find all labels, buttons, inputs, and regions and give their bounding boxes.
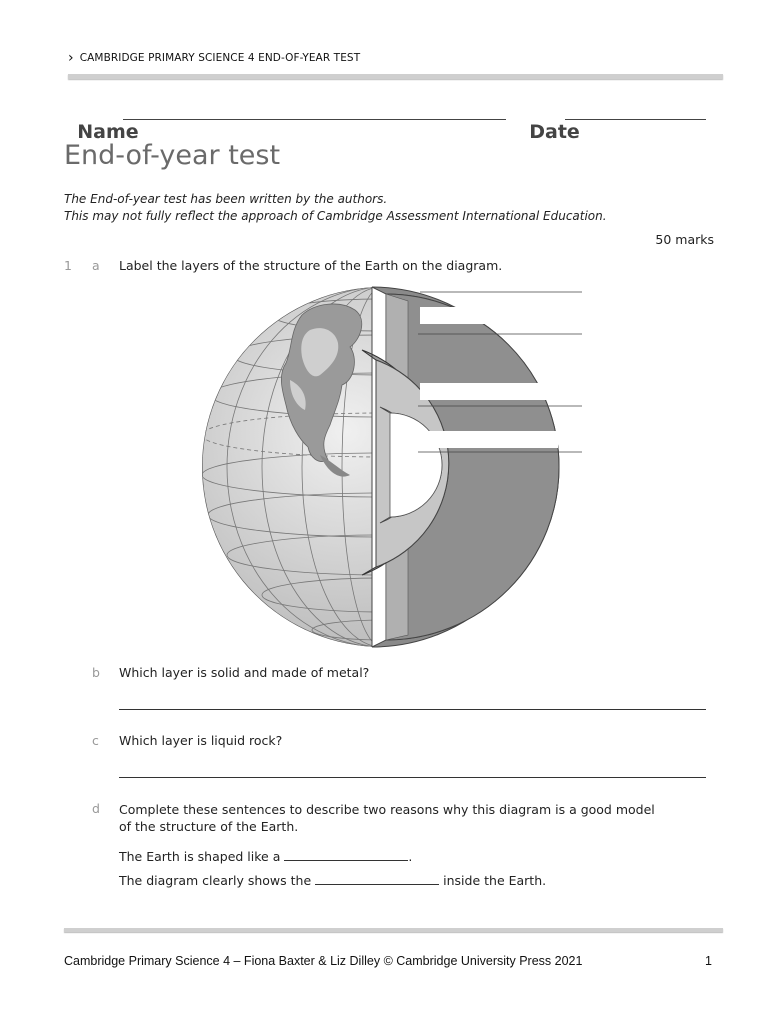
chevron-right-icon: › [68, 50, 74, 66]
sentence-2 [119, 873, 546, 888]
label-box-1[interactable] [420, 307, 502, 324]
answer-line-b[interactable] [119, 709, 706, 710]
blank-layers[interactable] [315, 873, 439, 885]
question-number: 1 [64, 258, 72, 273]
part-letter-d: d [92, 801, 100, 816]
name-date-row [64, 99, 139, 143]
part-b-text: Which layer is solid and made of metal? [119, 665, 370, 680]
date-field[interactable] [565, 119, 706, 120]
date-label-wrap [516, 99, 580, 143]
part-d-line-2: of the structure of the Earth. [119, 819, 299, 834]
name-field[interactable] [123, 119, 506, 120]
sentence-2-end: inside the Earth. [443, 873, 547, 888]
sentence-2-start: The diagram clearly shows the [119, 873, 312, 888]
footer-divider [64, 928, 723, 932]
page-title: End-of-year test [64, 140, 281, 171]
part-c-text: Which layer is liquid rock? [119, 733, 283, 748]
part-d-text [119, 801, 655, 835]
intro-note [64, 191, 607, 225]
breadcrumb-text: CAMBRIDGE PRIMARY SCIENCE 4 END-OF-YEAR TEST [79, 52, 361, 64]
footer-credit: Cambridge Primary Science 4 – Fiona Baxter & Liz Dilley © Cambridge University Press 2021 [64, 954, 583, 968]
page-number: 1 [705, 954, 712, 968]
sentence-1-start: The Earth is shaped like a [119, 849, 281, 864]
answer-line-c[interactable] [119, 777, 706, 778]
name-label: Name [77, 121, 139, 143]
earth-cross-section [362, 287, 559, 647]
label-box-2[interactable] [420, 383, 558, 400]
part-a-text: Label the layers of the structure of the Earth on the diagram. [119, 258, 503, 273]
sentence-1-end: . [408, 849, 413, 864]
part-letter-c: c [92, 733, 99, 748]
breadcrumb [68, 51, 360, 65]
label-box-3[interactable] [420, 431, 558, 448]
part-letter-a: a [92, 258, 100, 273]
intro-line-1: The End-of-year test has been written by the authors. [64, 192, 388, 206]
total-marks: 50 marks [655, 232, 714, 247]
part-d-line-1: Complete these sentences to describe two reasons why this diagram is a good model [119, 802, 655, 817]
blank-shape[interactable] [284, 849, 408, 861]
intro-line-2: This may not fully reflect the approach of Cambridge Assessment International Education. [64, 209, 607, 223]
part-letter-b: b [92, 665, 100, 680]
earth-structure-diagram [190, 285, 590, 650]
date-label: Date [529, 121, 580, 143]
sentence-1 [119, 849, 412, 864]
header-divider [68, 74, 723, 79]
